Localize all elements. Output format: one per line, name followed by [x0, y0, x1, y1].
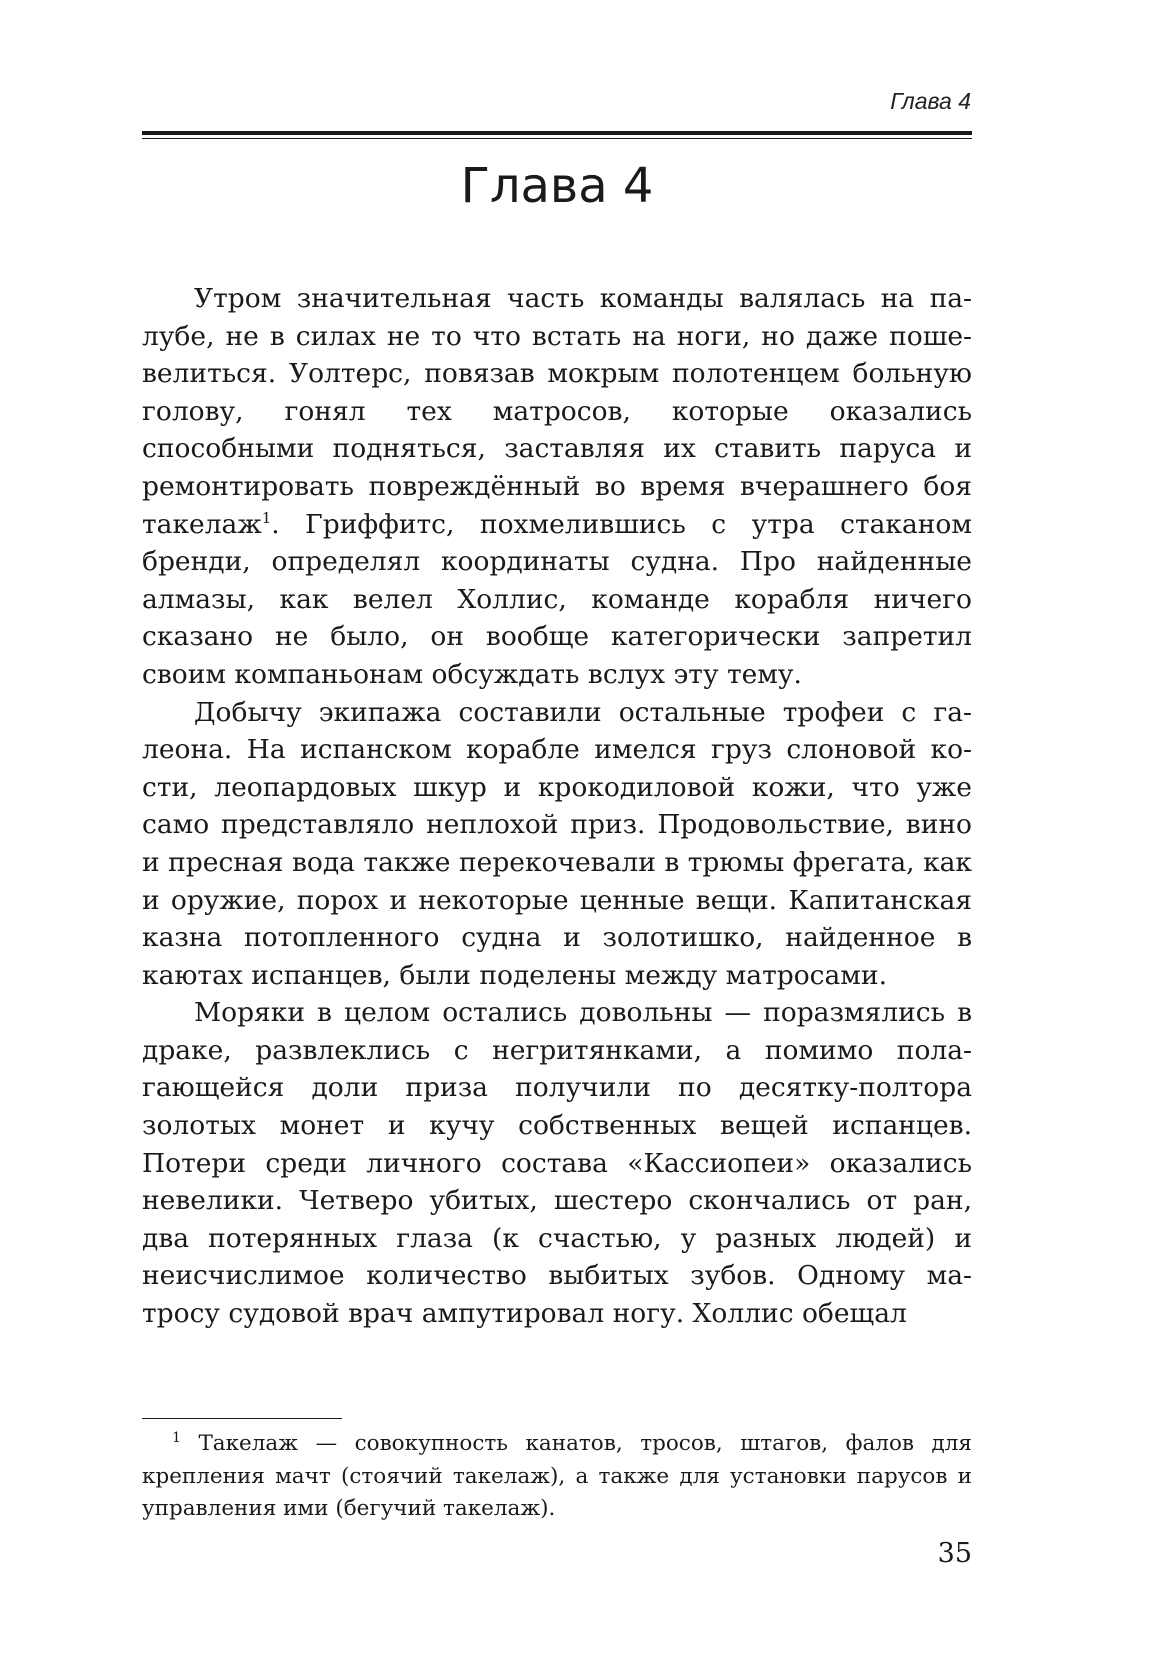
paragraph-2: Добычу экипажа составили остальные трофеи с галеона. На испанском корабле имелся груз слоновой кости, леопардовых шкур и крокодиловой кожи, что уже само представляло неплохой приз. Продовольствие, вино и пресная вода также перекочевали в трюмы фрегата, как и оружие, порох и некоторые ценные вещи. Капитанская казна потопленного судна и золотишко, найденное в каютах испанцев, были поделены между матросами. — [142, 696, 972, 991]
paragraph-1-text-before-note: Утром значительная часть команды валялась на палубе, не в силах не то что встать на ноги, но даже пошевелиться. Уолтерс, повязав мокрым полотенцем больную голову, гонял тех матросов, которые оказались способными подняться, заставляя их ставить паруса и ремонтировать повреждённый во время вчерашнего боя такелаж — [142, 283, 972, 540]
paragraph-1-text-after-note: . Гриффитс, похмелившись с утра стаканом бренди, определял координаты судна. Про найденные алмазы, как велел Холлис, команде корабля ничего сказано не было, он вообще категорически запретил своим компаньонам обсуждать вслух эту тему. — [142, 508, 972, 690]
page-number: 35 — [937, 1538, 972, 1569]
footnote-reference[interactable]: 1 — [261, 508, 272, 527]
header-rule-thick — [142, 131, 972, 135]
running-head: Глава 4 — [890, 88, 971, 114]
footnote-mark: 1 — [172, 1430, 181, 1446]
body-text — [142, 280, 972, 1333]
paragraph-1 — [142, 280, 972, 694]
footnote — [142, 1428, 972, 1526]
chapter-title: Глава 4 — [460, 158, 654, 214]
header-rule-thin — [142, 138, 972, 139]
footnote-rule — [142, 1418, 342, 1419]
footnote-text: Такелаж — совокупность канатов, тросов, штагов, фалов для крепления мачт (стоячий такелаж), а также для установки парусов и управления ими (бегучий такелаж). — [142, 1431, 972, 1521]
paragraph-3: Моряки в целом остались довольны — поразмялись в драке, развлеклись с негритянками, а помимо полагающейся доли приза получили по десятку-полтора золотых монет и кучу собственных вещей испанцев. Потери среди личного состава «Кассиопеи» оказались невелики. Четверо убитых, шестеро скончались от ран, два потерянных глаза (к счастью, у разных людей) и неисчислимое количество выбитых зубов. Одному матросу судовой врач ампутировал ногу. Холлис обещал — [142, 997, 972, 1330]
